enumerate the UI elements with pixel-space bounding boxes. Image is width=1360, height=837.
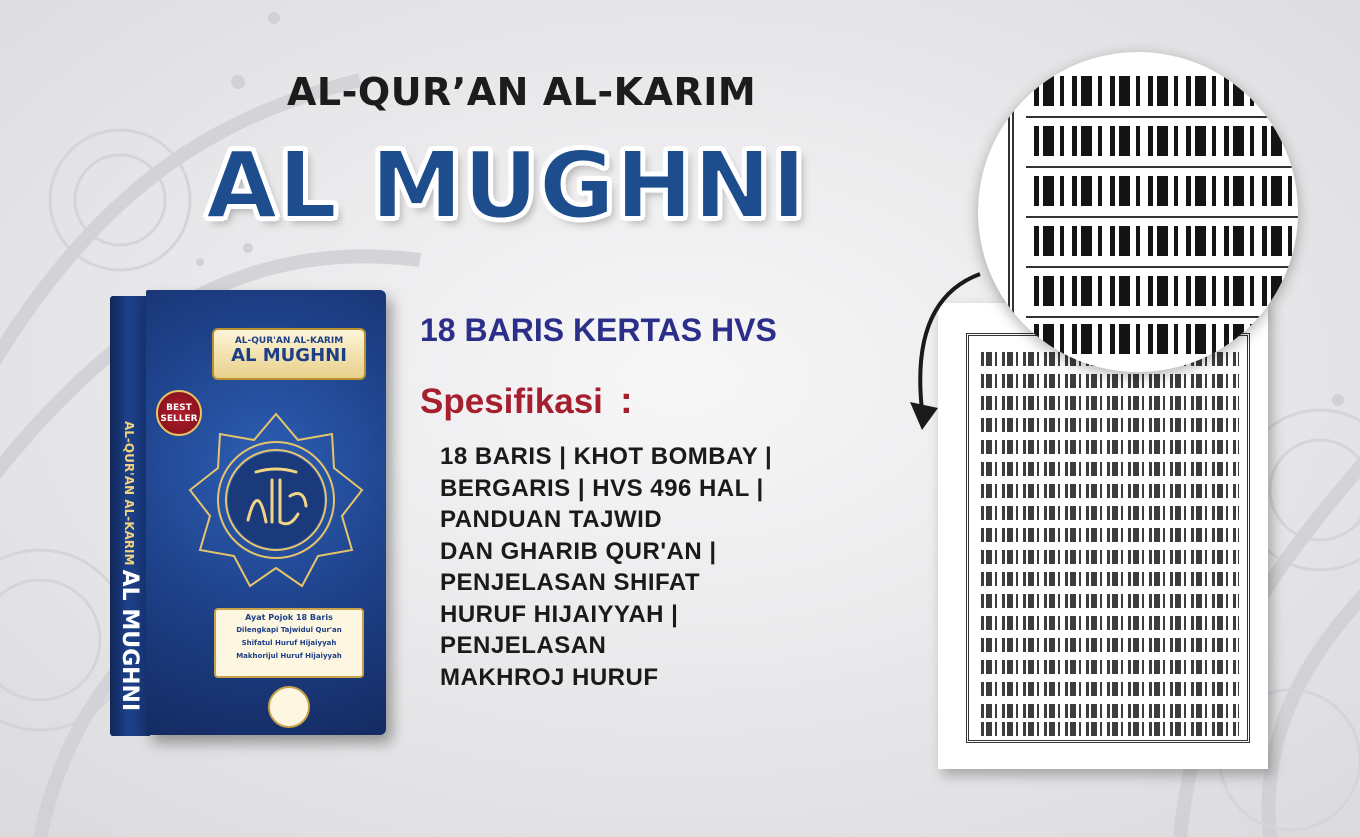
publisher-logo-icon (268, 686, 310, 728)
arabic-text-line (981, 484, 1239, 498)
arabic-text-line (981, 528, 1239, 542)
zoom-arabic-line (1034, 176, 1298, 206)
arabic-text-line (981, 682, 1239, 696)
arabic-text-line (981, 462, 1239, 476)
zoom-rule (1026, 316, 1298, 318)
spec-line: BERGARIS | HVS 496 HAL | (440, 474, 764, 502)
arabic-text-line (981, 722, 1239, 736)
spec-line: PENJELASAN SHIFAT (440, 569, 701, 596)
arabic-text-line (981, 418, 1239, 432)
arabic-text-line (981, 660, 1239, 674)
info-line-1: Ayat Pojok 18 Baris (245, 613, 333, 622)
cover-title-label (212, 328, 366, 380)
product-title: AL MUGHNI (206, 132, 807, 239)
arabic-text-line (981, 704, 1239, 718)
product-subtitle: AL-QUR’AN AL-KARIM (287, 70, 757, 114)
curved-arrow-icon (900, 260, 1010, 440)
zoom-rule (1026, 216, 1298, 218)
spine-text (117, 406, 142, 726)
arabic-text-line (981, 594, 1239, 608)
spec-line: 18 BARIS | KHOT BOMBAY | (440, 443, 773, 470)
calligraphy-medallion-icon (186, 410, 366, 590)
badge-line-1: BEST (166, 403, 192, 413)
spec-line: PENJELASAN (440, 632, 607, 659)
spine-big-text: AL MUGHNI (117, 569, 142, 712)
spec-heading: Spesifikasi (420, 382, 603, 421)
zoom-arabic-line (1034, 126, 1298, 156)
book-cover-image (108, 290, 390, 740)
info-line-4: Makhorijul Huruf Hijaiyyah (236, 652, 342, 660)
arabic-text-line (981, 572, 1239, 586)
zoom-rule (1026, 166, 1298, 168)
spec-heading-colon: : (620, 380, 633, 422)
zoom-arabic-line (1034, 324, 1298, 354)
arabic-text-line (981, 550, 1239, 564)
zoom-arabic-line (1034, 226, 1298, 256)
arabic-text-line (981, 396, 1239, 410)
spec-list (440, 441, 820, 693)
spec-line: HURUF HIJAIYYAH | (440, 600, 679, 628)
spec-line: MAKHROJ HURUF (440, 663, 659, 691)
spine-small-text: AL-QUR'AN AL-KARIM (122, 420, 136, 566)
spec-line: PANDUAN TAJWID (440, 506, 663, 533)
arabic-text-line (981, 440, 1239, 454)
arabic-text-line (981, 616, 1239, 630)
arabic-text-line (981, 506, 1239, 520)
zoom-arabic-line (1034, 276, 1298, 306)
cover-label-small: AL-QUR'AN AL-KARIM (234, 336, 344, 346)
zoom-page-frame (1008, 68, 1298, 372)
cover-label-big: AL MUGHNI (231, 345, 347, 366)
cover-info-box (214, 608, 364, 678)
book-front (146, 290, 386, 735)
arabic-text-line (981, 374, 1239, 388)
info-line-3: Shifatul Huruf Hijaiyyah (241, 639, 337, 647)
zoom-rule (1026, 266, 1298, 268)
zoom-arabic-line (1034, 76, 1298, 106)
arabic-text-line (981, 638, 1239, 652)
book-spine (110, 296, 150, 736)
badge-line-2: SELLER (160, 414, 198, 424)
spec-line: DAN GHARIB QUR'AN | (440, 537, 717, 565)
zoom-magnifier (978, 52, 1298, 372)
tagline: 18 BARIS KERTAS HVS (420, 312, 777, 348)
zoom-rule (1026, 116, 1298, 118)
info-line-2: Dilengkapi Tajwidul Qur'an (236, 626, 342, 634)
